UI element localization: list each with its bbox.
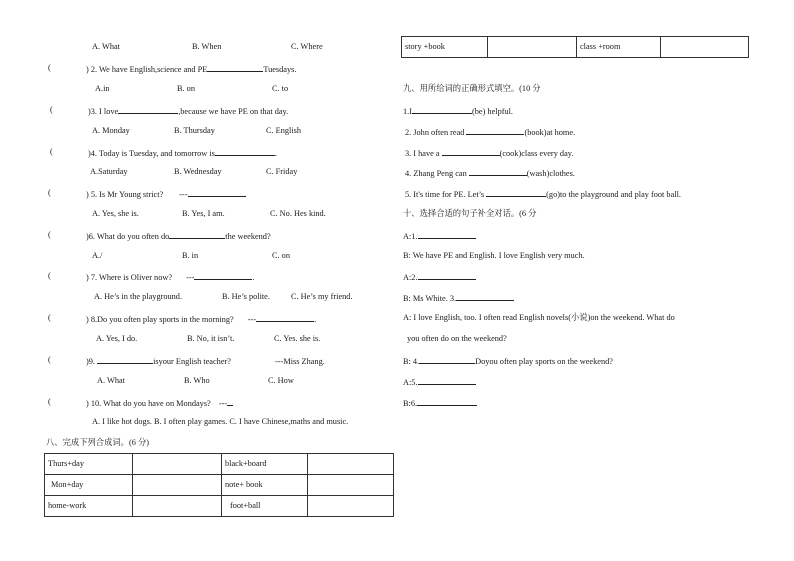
fill-answer-blank[interactable] bbox=[466, 126, 524, 135]
fill-item-1 bbox=[403, 105, 513, 117]
q6-close: )6. What do you often do bbox=[86, 232, 170, 241]
section10-title: 十、选择合适的句子补全对话。(6 分 bbox=[403, 209, 537, 218]
q9-paren: ( bbox=[48, 355, 51, 364]
answer-cell[interactable] bbox=[308, 454, 394, 475]
dialog-answer-blank[interactable] bbox=[417, 397, 477, 406]
q8-option-b: B. No, it isn’t. bbox=[187, 334, 235, 343]
table-cell: foot+ball bbox=[222, 496, 308, 517]
dialog-label: A:5. bbox=[403, 378, 418, 387]
q5-answer-blank[interactable] bbox=[188, 188, 246, 197]
q3-option-c: C. English bbox=[266, 126, 302, 135]
fill-item-text: (go)to the playground and play foot ball. bbox=[546, 190, 681, 199]
answer-cell[interactable] bbox=[133, 475, 222, 496]
q9-option-b: B. Who bbox=[184, 376, 210, 385]
dialog-label: B:6. bbox=[403, 399, 418, 408]
dialog-b6 bbox=[403, 397, 477, 409]
q8-text-c: . bbox=[314, 315, 317, 324]
q9-text-b: isyour English teacher? bbox=[153, 357, 231, 366]
q8-question bbox=[86, 313, 316, 325]
q10-answer-blank[interactable] bbox=[227, 397, 233, 406]
fill-item-text: (wash)clothes. bbox=[526, 169, 575, 178]
q7-text-c: . bbox=[252, 273, 255, 282]
answer-cell[interactable] bbox=[308, 475, 394, 496]
fill-answer-blank[interactable] bbox=[442, 147, 500, 156]
dialog-label: B: Ms White. 3. bbox=[403, 294, 457, 303]
q2-close: ) bbox=[86, 65, 89, 74]
dialog-answer-blank[interactable] bbox=[419, 355, 475, 364]
table-cell: home-work bbox=[45, 496, 133, 517]
q4-paren: ( bbox=[50, 147, 53, 156]
table-cell: black+board bbox=[222, 454, 308, 475]
answer-cell[interactable] bbox=[133, 496, 222, 517]
q8-option-c: C. Yes. she is. bbox=[274, 334, 321, 343]
dialog-a1 bbox=[403, 230, 476, 242]
q5-option-b: B. Yes, I am. bbox=[182, 209, 225, 218]
fill-item-3 bbox=[405, 147, 573, 159]
fill-item-text: 4. Zhang Peng can bbox=[405, 169, 467, 178]
q8-answer-blank[interactable] bbox=[256, 313, 317, 324]
q7-option-c: C. He’s my friend. bbox=[291, 292, 353, 301]
q4-option-c: C. Friday bbox=[266, 167, 298, 176]
table-cell: story +book bbox=[402, 37, 488, 58]
q4-question bbox=[88, 147, 277, 159]
dialog-label: A:2. bbox=[403, 273, 418, 282]
fill-item-text: (be) helpful. bbox=[472, 107, 514, 116]
q4-option-a: A.Saturday bbox=[90, 167, 128, 176]
fill-item-4 bbox=[405, 167, 575, 179]
fill-item-text: 2. John often read bbox=[405, 128, 465, 137]
table-cell: Mon+day bbox=[45, 475, 133, 496]
q3-paren: ( bbox=[50, 105, 53, 114]
fill-answer-blank[interactable] bbox=[412, 105, 472, 114]
q3-text-b: ,because we have PE on that day. bbox=[178, 107, 289, 116]
q1-option-c: C. Where bbox=[291, 42, 323, 51]
dialog-label: Doyou often play sports on the weekend? bbox=[475, 357, 613, 366]
dialog-a5 bbox=[403, 376, 476, 388]
q3-answer-blank[interactable] bbox=[118, 105, 178, 114]
q6-paren: ( bbox=[48, 230, 51, 239]
q2-question bbox=[86, 63, 296, 75]
q8-text-b: --- bbox=[247, 315, 257, 324]
answer-cell[interactable] bbox=[133, 454, 222, 475]
dialog-b3 bbox=[403, 292, 514, 304]
q2-option-c: C. to bbox=[272, 84, 289, 93]
dialog-label: A:1. bbox=[403, 232, 418, 241]
table-row bbox=[45, 496, 394, 517]
answer-cell[interactable] bbox=[661, 37, 749, 58]
dialog-a-love-1: A: I love English, too. I often read English novels(小说)on the weekend. What do bbox=[403, 313, 675, 322]
dialog-answer-blank[interactable] bbox=[418, 230, 476, 239]
fill-item-text: (cook)class every day. bbox=[499, 149, 574, 158]
q5-close: ) 5. Is Mr Young strict? bbox=[86, 190, 164, 199]
q4-answer-blank[interactable] bbox=[215, 147, 275, 156]
q7-question bbox=[86, 271, 254, 283]
compound-word-table bbox=[44, 453, 394, 517]
dialog-a-love-2: you often do on the weekend? bbox=[407, 334, 507, 343]
section9-title: 九、用所给词的正确形式填空。(10 分 bbox=[403, 84, 541, 93]
q7-paren: ( bbox=[48, 271, 51, 280]
q6-option-a: A./ bbox=[92, 251, 103, 260]
q1-option-b: B. When bbox=[192, 42, 222, 51]
compound-word-table-continued bbox=[401, 36, 749, 58]
fill-item-text: 1.I bbox=[403, 107, 412, 116]
q4-option-b: B. Wednesday bbox=[174, 167, 222, 176]
dialog-answer-blank[interactable] bbox=[418, 376, 476, 385]
q7-text-b: --- bbox=[186, 273, 195, 282]
q6-option-b: B. in bbox=[182, 251, 199, 260]
q7-option-a: A. He’s in the playground. bbox=[94, 292, 183, 301]
fill-answer-blank[interactable] bbox=[469, 167, 527, 176]
q2-option-a: A.in bbox=[95, 84, 110, 93]
q6-answer-blank[interactable] bbox=[169, 230, 225, 239]
q10-close: ) 10. What do you have on Mondays? bbox=[86, 399, 211, 408]
q5-paren: ( bbox=[48, 188, 51, 197]
q8-close: ) 8.Do you often play sports in the morning? bbox=[86, 315, 234, 324]
answer-cell[interactable] bbox=[308, 496, 394, 517]
q10-question bbox=[86, 397, 233, 409]
table-row bbox=[402, 37, 749, 58]
q2-paren: ( bbox=[48, 63, 51, 72]
table-cell: note+ book bbox=[222, 475, 308, 496]
q9-answer-blank[interactable] bbox=[97, 355, 153, 364]
fill-item-text: 3. I have a bbox=[405, 149, 440, 158]
q6-option-c: C. on bbox=[272, 251, 290, 260]
fill-item-text: 5. It's time for PE. Let’s bbox=[405, 190, 485, 199]
q5-option-c: C. No. Hes kind. bbox=[270, 209, 326, 218]
q10-options: A. I like hot dogs. B. I often play games. C. I have Chinese,maths and music. bbox=[92, 417, 349, 426]
fill-answer-blank[interactable] bbox=[486, 188, 546, 197]
q2-text-a: 2. We have English,science and PE bbox=[90, 65, 208, 74]
table-cell: Thurs+day bbox=[45, 454, 133, 475]
q6-question bbox=[86, 230, 271, 242]
q2-text-b: Tuesdays. bbox=[263, 65, 297, 74]
q8-option-a: A. Yes, I do. bbox=[96, 334, 138, 343]
table-cell: class +room bbox=[577, 37, 661, 58]
fill-item-text: (book)at home. bbox=[524, 128, 576, 137]
q8-paren: ( bbox=[48, 313, 51, 322]
q10-paren: ( bbox=[48, 397, 51, 406]
q10-text-b: --- bbox=[218, 399, 228, 408]
q3-close: )3. I love bbox=[88, 107, 119, 116]
q3-option-a: A. Monday bbox=[92, 126, 130, 135]
q7-close: ) 7. Where is Oliver now? bbox=[86, 273, 173, 282]
dialog-b4 bbox=[403, 355, 613, 367]
q4-text-b: . bbox=[274, 149, 277, 158]
fill-item-5 bbox=[405, 188, 681, 200]
q1-option-a: A. What bbox=[92, 42, 120, 51]
q9-text-c: ---Miss Zhang. bbox=[275, 357, 325, 366]
q3-option-b: B. Thursday bbox=[174, 126, 215, 135]
dialog-label: B: 4. bbox=[403, 357, 420, 366]
q7-option-b: B. He’s polite. bbox=[222, 292, 270, 301]
q9-question bbox=[86, 355, 325, 367]
dialog-answer-blank[interactable] bbox=[456, 292, 514, 301]
q4-close: )4. Today is Tuesday, and tomorrow is bbox=[88, 149, 215, 158]
dialog-b-line: B: We have PE and English. I love English very much. bbox=[403, 251, 585, 260]
q9-option-a: A. What bbox=[97, 376, 125, 385]
q5-question bbox=[86, 188, 246, 200]
fill-item-2 bbox=[405, 126, 575, 138]
table-row bbox=[45, 475, 394, 496]
q7-answer-blank[interactable] bbox=[194, 271, 255, 282]
q5-text-b: --- bbox=[179, 190, 188, 199]
q9-close: )9. bbox=[86, 357, 95, 366]
dialog-a2 bbox=[403, 271, 476, 283]
section8-title: 八、完成下列合成词。(6 分) bbox=[46, 438, 150, 447]
q3-question bbox=[88, 105, 288, 117]
q5-option-a: A. Yes, she is. bbox=[92, 209, 139, 218]
table-row bbox=[45, 454, 394, 475]
q6-text-b: the weekend? bbox=[225, 232, 271, 241]
dialog-answer-blank[interactable] bbox=[418, 271, 476, 280]
q2-answer-blank[interactable] bbox=[207, 63, 263, 72]
q2-option-b: B. on bbox=[177, 84, 195, 93]
q9-option-c: C. How bbox=[268, 376, 294, 385]
answer-cell[interactable] bbox=[488, 37, 577, 58]
